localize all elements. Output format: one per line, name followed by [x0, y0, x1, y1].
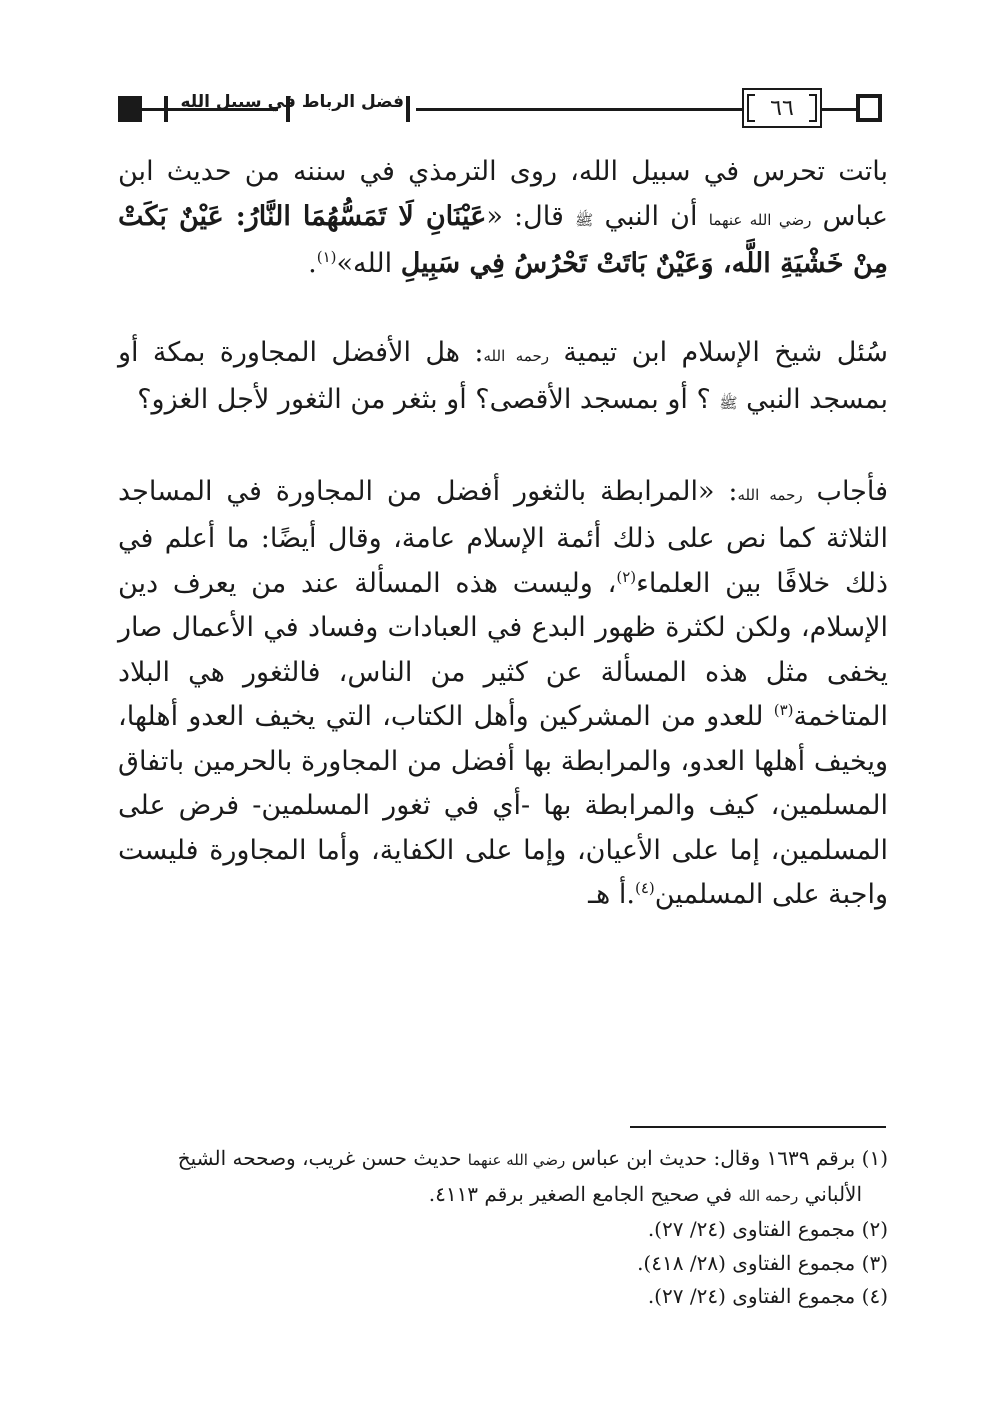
footnote-2 — [118, 1213, 888, 1247]
footnote-1 — [118, 1142, 888, 1213]
hadith-quote: عَيْنَانِ لَا تَمَسُّهُمَا النَّارُ: عَيْنٌ بَكَتْ مِنْ خَشْيَةِ اللَّه، وَعَيْنٌ بَاتَتْ تَحْرُسُ فِي سَبِيلِ — [118, 200, 888, 279]
text-run: : هل الأفضل المجاورة بمكة أو بمسجد النبي — [118, 336, 888, 415]
honorific-ligature: رحمه الله — [737, 485, 803, 504]
text-run: باتت تحرس في سبيل الله، روى الترمذي في سننه من حديث ابن عباس — [118, 156, 888, 232]
header-ornament-bar — [164, 96, 168, 122]
text-run: . — [308, 248, 317, 279]
header-ornament-bar — [406, 96, 410, 122]
text-run: فأجاب — [802, 475, 889, 507]
text-run: ، وليست هذه المسألة عند من يعرف دين الإسلام، ولكن لكثرة ظهور البدع في العبادات وفساد في الأعمال صار يخفى مثل هذه المسألة عن كثير من الناس، فالثغور هي البلاد المتاخمة — [118, 567, 888, 732]
text-run: .أ هـ — [588, 879, 635, 910]
header-ornament-right — [856, 94, 882, 122]
footnote-ref-3[interactable]: (٣) — [773, 701, 794, 719]
page-number: ٦٦ — [770, 95, 794, 121]
text-run: ؟ أو بمسجد الأقصى؟ أو بثغر من الثغور لأجل الغزو؟ — [137, 384, 720, 415]
header-rule-right — [822, 108, 856, 111]
main-text — [118, 150, 888, 918]
footnote-number: (٤) — [861, 1284, 888, 1308]
footnote-ref-4[interactable]: (٤) — [634, 879, 655, 897]
text-run: قال: « — [486, 200, 576, 232]
page-number-box — [742, 88, 822, 128]
paragraph-question — [118, 331, 888, 426]
text-run: أن النبي — [593, 200, 709, 232]
text-run: الألباني — [798, 1181, 862, 1206]
text-run: في صحيح الجامع الصغير برقم ٤١١٣. — [428, 1181, 739, 1206]
honorific-ligature: رضي الله عنهما — [467, 1151, 566, 1169]
book-title: فضل الرباط في سبيل الله — [180, 92, 404, 112]
running-header — [116, 84, 886, 136]
footnotes — [118, 1142, 888, 1314]
honorific-ligature: رحمه الله — [483, 346, 549, 365]
paragraph-hadith — [118, 150, 888, 287]
footnote-ref-1[interactable]: (١) — [316, 248, 337, 266]
footnote-number: (٢) — [861, 1217, 888, 1241]
footnote-ref-2[interactable]: (٢) — [616, 567, 637, 586]
text-run: سُئل شيخ الإسلام ابن تيمية — [549, 336, 888, 368]
footnote-4 — [118, 1280, 888, 1314]
text-run: مجموع الفتاوى (٢٤/ ٢٧). — [647, 1284, 862, 1308]
text-run: مجموع الفتاوى (٢٨/ ٤١٨). — [637, 1250, 862, 1275]
paragraph-answer — [118, 470, 888, 918]
honorific-ligature: رضي الله عنهما — [708, 210, 812, 229]
text-run: الله» — [336, 248, 401, 279]
footnote-separator — [630, 1126, 886, 1128]
footnote-continuation — [118, 1178, 888, 1214]
text-run: مجموع الفتاوى (٢٤/ ٢٧). — [647, 1217, 862, 1241]
text-run: : «المرابطة بالثغور أفضل من المجاورة في المساجد الثلاثة كما نص على ذلك أئمة الإسلام عامة، وقال أيضًا: ما أعلم في ذلك خلافًا بين العلماء — [118, 475, 888, 599]
footnote-3 — [118, 1247, 888, 1281]
footnote-number: (٣) — [861, 1250, 888, 1275]
honorific-ligature: رحمه الله — [738, 1186, 799, 1205]
honorific-ligature: ﷺ — [719, 394, 738, 412]
text-run: برقم ١٦٣٩ وقال: حديث ابن عباس — [565, 1146, 862, 1170]
footnote-number: (١) — [861, 1146, 888, 1170]
text-run: للعدو من المشركين وأهل الكتاب، التي يخيف العدو أهلها، ويخيف أهلها العدو، والمرابطة بها أفضل من المجاورة بالحرمين باتفاق المسلمين، كيف والمرابطة بها -أي في ثغور المسلمين- فرض على المسلمين، إما على الأعيان، وإما على الكفاية، وأما المجاورة فليست واجبة على المسلمين — [118, 701, 888, 910]
text-run: حديث حسن غريب، وصححه الشيخ — [177, 1146, 468, 1170]
honorific-ligature: ﷺ — [575, 210, 594, 229]
